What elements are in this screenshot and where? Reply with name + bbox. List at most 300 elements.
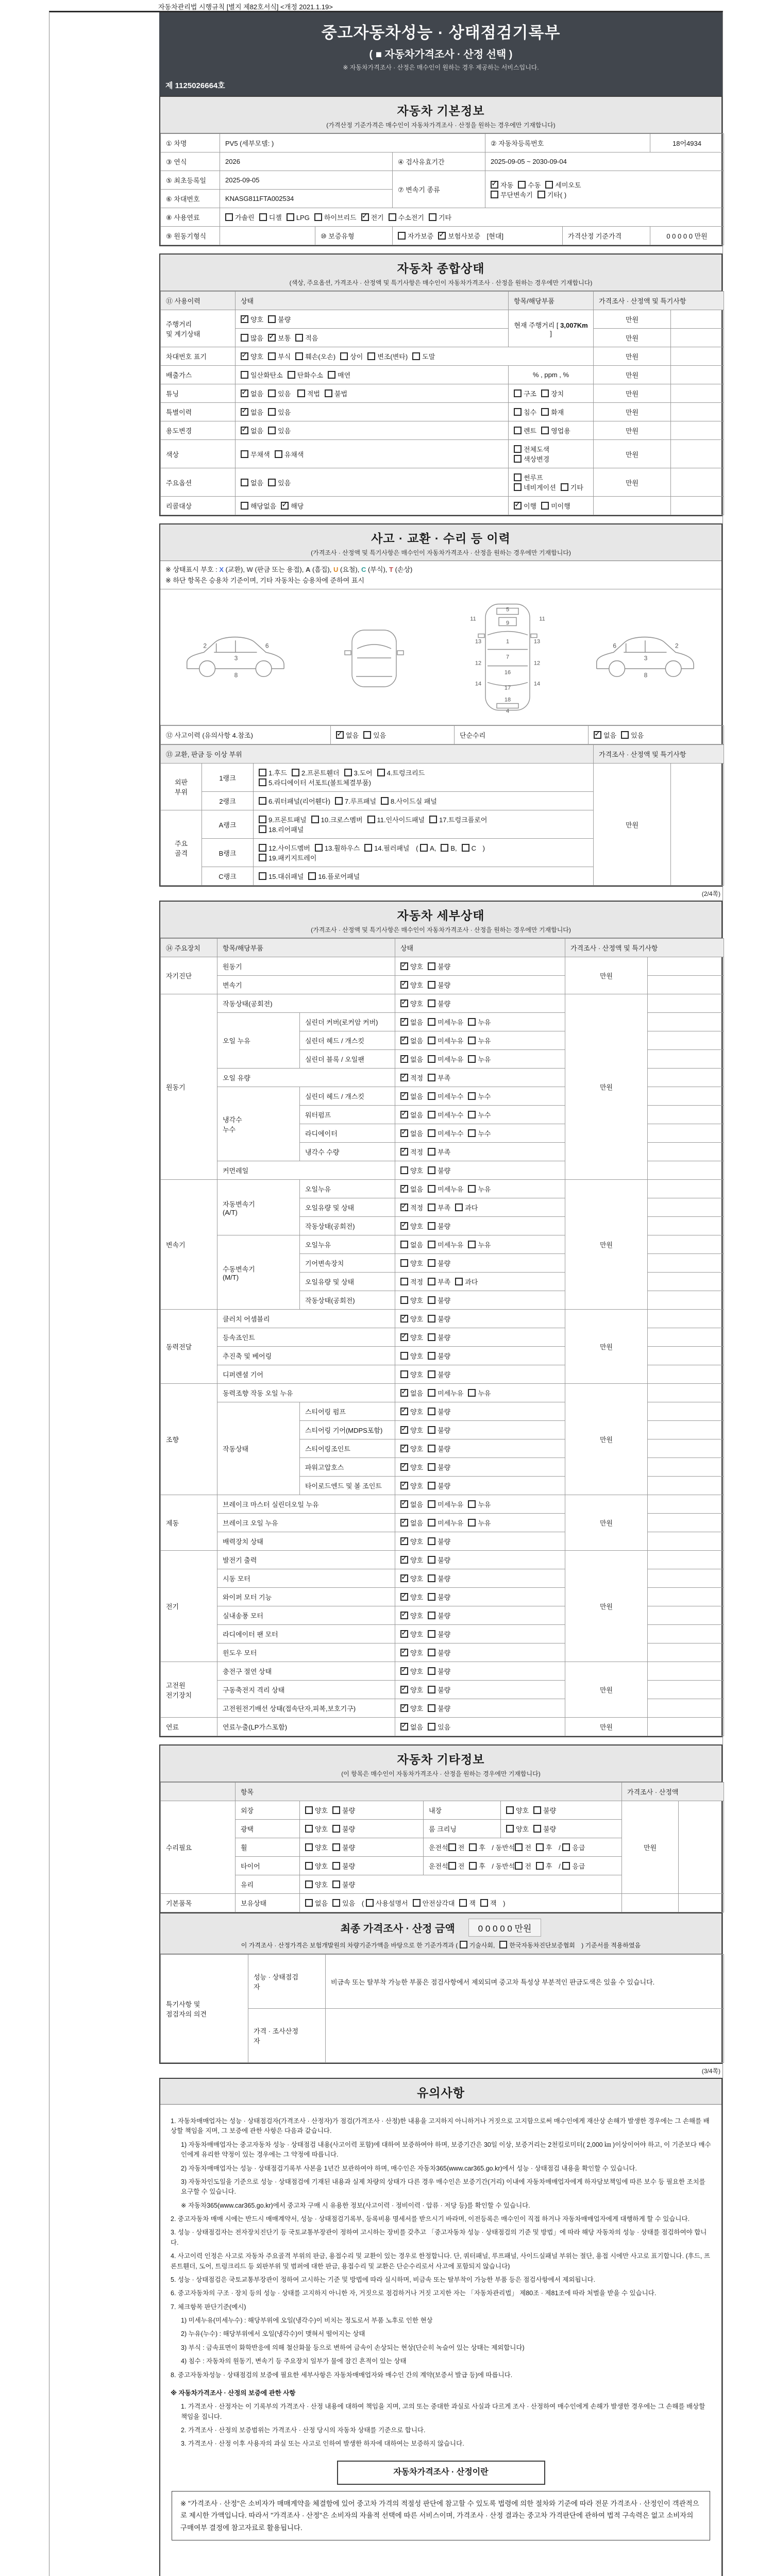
checkbox-box[interactable] xyxy=(305,1880,313,1888)
checkbox-양호[interactable] xyxy=(400,1481,423,1490)
checkbox-없음[interactable] xyxy=(400,1722,423,1732)
checkbox-많음[interactable] xyxy=(241,333,263,343)
checkbox-box[interactable] xyxy=(400,1593,408,1601)
checkbox-도말[interactable] xyxy=(412,351,435,361)
checkbox-box[interactable] xyxy=(428,1129,435,1137)
checkbox-양호[interactable] xyxy=(400,1629,423,1639)
checkbox-하이브리드[interactable] xyxy=(314,212,357,222)
checkbox-box[interactable] xyxy=(281,502,289,510)
checkbox-box[interactable] xyxy=(428,999,435,1007)
checkbox-15.대쉬패널[interactable] xyxy=(259,871,304,881)
checkbox-없음[interactable] xyxy=(400,1054,423,1064)
checkbox-box[interactable] xyxy=(468,1185,476,1193)
checkbox-box[interactable] xyxy=(562,1862,570,1870)
checkbox-box[interactable] xyxy=(295,334,303,342)
checkbox-box[interactable] xyxy=(398,232,406,240)
checkbox-box[interactable] xyxy=(428,1315,435,1323)
checkbox-양호[interactable] xyxy=(400,1165,423,1175)
checkbox-미세누수[interactable] xyxy=(428,1128,463,1138)
checkbox-box[interactable] xyxy=(514,455,522,463)
checkbox-box[interactable] xyxy=(315,844,323,852)
checkbox-있음[interactable] xyxy=(268,426,291,435)
checkbox-양호[interactable] xyxy=(400,1258,423,1268)
checkbox-box[interactable] xyxy=(541,389,549,397)
checkbox-box[interactable] xyxy=(400,999,408,1007)
checkbox-box[interactable] xyxy=(361,213,369,221)
checkbox-양호[interactable] xyxy=(400,1536,423,1546)
checkbox-누유[interactable] xyxy=(468,1518,491,1528)
checkbox-box[interactable] xyxy=(428,1704,435,1712)
checkbox-보험사보증[interactable] xyxy=(438,231,480,241)
checkbox-양호[interactable] xyxy=(400,980,423,990)
checkbox-box[interactable] xyxy=(367,352,375,360)
checkbox-box[interactable] xyxy=(428,1556,435,1564)
checkbox-누유[interactable] xyxy=(468,1184,491,1194)
checkbox-box[interactable] xyxy=(400,1574,408,1582)
checkbox-4.트렁크리드[interactable] xyxy=(377,768,425,777)
checkbox-box[interactable] xyxy=(400,1463,408,1471)
checkbox-box[interactable] xyxy=(400,1352,408,1360)
checkbox-box[interactable] xyxy=(400,1333,408,1341)
checkbox-미세누유[interactable] xyxy=(428,1518,463,1528)
checkbox-자동[interactable] xyxy=(491,180,513,190)
checkbox-불량[interactable] xyxy=(332,1824,355,1834)
checkbox-box[interactable] xyxy=(468,1092,476,1100)
checkbox-2.프론트휀더[interactable] xyxy=(292,768,340,777)
checkbox-양호[interactable] xyxy=(305,1824,328,1834)
checkbox-탄화수소[interactable] xyxy=(288,370,323,380)
checkbox-기술사회,[interactable] xyxy=(460,1941,495,1950)
checkbox-수소전기[interactable] xyxy=(389,212,424,222)
checkbox-box[interactable] xyxy=(400,1037,408,1044)
checkbox-box[interactable] xyxy=(311,816,319,823)
checkbox-10.크로스멤버[interactable] xyxy=(311,815,363,824)
checkbox-box[interactable] xyxy=(364,844,372,852)
checkbox-box[interactable] xyxy=(332,1862,340,1870)
checkbox-불량[interactable] xyxy=(428,1369,450,1379)
checkbox-후[interactable] xyxy=(536,1861,552,1871)
checkbox-box[interactable] xyxy=(363,731,371,739)
checkbox-box[interactable] xyxy=(428,981,435,989)
checkbox-불량[interactable] xyxy=(428,1703,450,1713)
checkbox-box[interactable] xyxy=(541,408,549,416)
checkbox-양호[interactable] xyxy=(400,1444,423,1453)
checkbox-box[interactable] xyxy=(268,427,276,434)
checkbox-양호[interactable] xyxy=(305,1879,328,1889)
checkbox-box[interactable] xyxy=(400,1278,408,1285)
checkbox-box[interactable] xyxy=(428,1519,435,1527)
checkbox-불량[interactable] xyxy=(428,1573,450,1583)
checkbox-box[interactable] xyxy=(428,1333,435,1341)
checkbox-box[interactable] xyxy=(400,1426,408,1434)
checkbox-box[interactable] xyxy=(259,872,266,880)
checkbox-불량[interactable] xyxy=(428,1536,450,1546)
checkbox-부족[interactable] xyxy=(428,1147,450,1157)
checkbox-전[interactable] xyxy=(515,1842,531,1852)
checkbox-불량[interactable] xyxy=(428,1221,450,1231)
checkbox-11.인사이드패널[interactable] xyxy=(367,815,425,824)
checkbox-box[interactable] xyxy=(428,1612,435,1619)
checkbox-미세누수[interactable] xyxy=(428,1110,463,1120)
checkbox-부식[interactable] xyxy=(268,351,291,361)
checkbox-미세누유[interactable] xyxy=(428,1499,463,1509)
checkbox-있음[interactable] xyxy=(268,478,291,487)
checkbox-box[interactable] xyxy=(241,334,248,342)
checkbox-후[interactable] xyxy=(469,1861,485,1871)
checkbox-box[interactable] xyxy=(400,1408,408,1415)
checkbox-없음[interactable] xyxy=(594,730,616,740)
checkbox-box[interactable] xyxy=(336,731,344,739)
checkbox-불량[interactable] xyxy=(428,1462,450,1472)
checkbox-box[interactable] xyxy=(420,844,428,852)
checkbox-box[interactable] xyxy=(344,769,352,776)
checkbox-box[interactable] xyxy=(428,1241,435,1248)
checkbox-box[interactable] xyxy=(400,1166,408,1174)
checkbox-box[interactable] xyxy=(400,1519,408,1527)
checkbox-썬루프[interactable] xyxy=(514,472,543,482)
checkbox-box[interactable] xyxy=(400,981,408,989)
checkbox-없음[interactable] xyxy=(400,1128,423,1138)
checkbox-box[interactable] xyxy=(400,1259,408,1267)
checkbox-box[interactable] xyxy=(305,1862,313,1870)
checkbox-B,[interactable] xyxy=(441,844,457,852)
checkbox-적법[interactable] xyxy=(297,388,320,398)
checkbox-box[interactable] xyxy=(545,181,553,189)
checkbox-box[interactable] xyxy=(428,1389,435,1397)
checkbox-box[interactable] xyxy=(325,389,332,397)
checkbox-box[interactable] xyxy=(332,1843,340,1851)
checkbox-미세누유[interactable] xyxy=(428,1240,463,1249)
checkbox-box[interactable] xyxy=(400,1204,408,1211)
checkbox-영업용[interactable] xyxy=(541,426,570,435)
checkbox-box[interactable] xyxy=(428,1500,435,1508)
checkbox-미세누유[interactable] xyxy=(428,1184,463,1194)
checkbox-누수[interactable] xyxy=(468,1091,491,1101)
checkbox-box[interactable] xyxy=(259,854,266,861)
checkbox-box[interactable] xyxy=(515,1843,523,1851)
checkbox-불량[interactable] xyxy=(428,1648,450,1657)
checkbox-불량[interactable] xyxy=(332,1842,355,1852)
checkbox-불량[interactable] xyxy=(428,1685,450,1694)
checkbox-box[interactable] xyxy=(541,502,549,510)
checkbox-13.휠하우스[interactable] xyxy=(315,843,360,853)
checkbox-box[interactable] xyxy=(268,315,276,323)
checkbox-부족[interactable] xyxy=(428,1277,450,1286)
checkbox-없음[interactable] xyxy=(241,478,263,487)
checkbox-있음[interactable] xyxy=(428,1722,450,1732)
checkbox-box[interactable] xyxy=(305,1806,313,1814)
checkbox-box[interactable] xyxy=(259,213,267,221)
checkbox-box[interactable] xyxy=(428,1574,435,1582)
checkbox-전기[interactable] xyxy=(361,212,384,222)
checkbox-box[interactable] xyxy=(469,1862,477,1870)
checkbox-box[interactable] xyxy=(400,1686,408,1693)
checkbox-box[interactable] xyxy=(514,502,522,510)
checkbox-box[interactable] xyxy=(594,731,601,739)
checkbox-사용설명서[interactable] xyxy=(366,1898,408,1908)
checkbox-box[interactable] xyxy=(241,408,248,416)
checkbox-전[interactable] xyxy=(515,1861,531,1871)
checkbox-응급[interactable] xyxy=(562,1861,585,1871)
checkbox-불량[interactable] xyxy=(332,1861,355,1871)
checkbox-없음[interactable] xyxy=(336,730,359,740)
checkbox-과다[interactable] xyxy=(455,1277,478,1286)
checkbox-box[interactable] xyxy=(561,483,568,491)
checkbox-box[interactable] xyxy=(400,1018,408,1026)
checkbox-box[interactable] xyxy=(455,1204,463,1211)
checkbox-양호[interactable] xyxy=(305,1861,328,1871)
checkbox-양호[interactable] xyxy=(400,1369,423,1379)
checkbox-box[interactable] xyxy=(537,191,545,198)
checkbox-양호[interactable] xyxy=(400,961,423,971)
checkbox-box[interactable] xyxy=(455,1278,463,1285)
checkbox-box[interactable] xyxy=(413,1899,421,1907)
checkbox-box[interactable] xyxy=(400,1723,408,1731)
checkbox-box[interactable] xyxy=(428,1074,435,1081)
checkbox-box[interactable] xyxy=(400,1537,408,1545)
checkbox-box[interactable] xyxy=(428,1092,435,1100)
checkbox-box[interactable] xyxy=(468,1018,476,1026)
checkbox-box[interactable] xyxy=(335,797,343,805)
checkbox-있음[interactable] xyxy=(268,388,291,398)
checkbox-box[interactable] xyxy=(241,371,248,379)
checkbox-box[interactable] xyxy=(428,1649,435,1656)
checkbox-양호[interactable] xyxy=(400,1425,423,1435)
checkbox-미세누유[interactable] xyxy=(428,1017,463,1027)
checkbox-box[interactable] xyxy=(428,1370,435,1378)
checkbox-매연[interactable] xyxy=(328,370,350,380)
checkbox-세미오토[interactable] xyxy=(545,180,581,190)
checkbox-box[interactable] xyxy=(412,352,420,360)
checkbox-있음[interactable] xyxy=(332,1898,355,1908)
checkbox-부족[interactable] xyxy=(428,1202,450,1212)
checkbox-누유[interactable] xyxy=(468,1388,491,1398)
checkbox-17.트렁크플로어[interactable] xyxy=(429,815,487,824)
checkbox-부족[interactable] xyxy=(428,1073,450,1082)
checkbox-불량[interactable] xyxy=(428,961,450,971)
checkbox-9.프론트패널[interactable] xyxy=(259,815,307,824)
checkbox-없음[interactable] xyxy=(400,1036,423,1045)
checkbox-불량[interactable] xyxy=(428,1406,450,1416)
checkbox-box[interactable] xyxy=(468,1129,476,1137)
checkbox-box[interactable] xyxy=(448,1862,456,1870)
checkbox-없음[interactable] xyxy=(400,1499,423,1509)
checkbox-없음[interactable] xyxy=(400,1388,423,1398)
checkbox-양호[interactable] xyxy=(400,1406,423,1416)
checkbox-box[interactable] xyxy=(400,1482,408,1489)
checkbox-box[interactable] xyxy=(429,816,437,823)
checkbox-불량[interactable] xyxy=(428,1444,450,1453)
checkbox-양호[interactable] xyxy=(400,1611,423,1620)
checkbox-box[interactable] xyxy=(400,1556,408,1564)
checkbox-불량[interactable] xyxy=(428,1425,450,1435)
checkbox-화재[interactable] xyxy=(541,407,564,417)
checkbox-box[interactable] xyxy=(400,1500,408,1508)
checkbox-box[interactable] xyxy=(428,962,435,970)
checkbox-양호[interactable] xyxy=(400,1685,423,1694)
checkbox-box[interactable] xyxy=(491,181,498,189)
checkbox-box[interactable] xyxy=(305,1899,313,1907)
checkbox-box[interactable] xyxy=(400,1649,408,1656)
checkbox-없음[interactable] xyxy=(400,1184,423,1194)
checkbox-응급[interactable] xyxy=(562,1842,585,1852)
checkbox-후[interactable] xyxy=(536,1842,552,1852)
checkbox-양호[interactable] xyxy=(400,1314,423,1324)
checkbox-box[interactable] xyxy=(514,427,522,434)
checkbox-이행[interactable] xyxy=(514,501,536,511)
checkbox-box[interactable] xyxy=(514,473,522,481)
checkbox-box[interactable] xyxy=(268,408,276,416)
checkbox-누유[interactable] xyxy=(468,1499,491,1509)
checkbox-양호[interactable] xyxy=(305,1842,328,1852)
checkbox-누유[interactable] xyxy=(468,1017,491,1027)
checkbox-미세누유[interactable] xyxy=(428,1036,463,1045)
checkbox-LPG[interactable] xyxy=(287,213,310,222)
checkbox-box[interactable] xyxy=(367,816,375,823)
checkbox-적음[interactable] xyxy=(295,333,318,343)
checkbox-box[interactable] xyxy=(400,1185,408,1193)
checkbox-침수[interactable] xyxy=(514,407,536,417)
checkbox-box[interactable] xyxy=(400,1612,408,1619)
checkbox-누유[interactable] xyxy=(468,1054,491,1064)
checkbox-box[interactable] xyxy=(400,1148,408,1156)
checkbox-box[interactable] xyxy=(259,844,266,852)
checkbox-양호[interactable] xyxy=(400,1666,423,1676)
checkbox-미이행[interactable] xyxy=(541,501,570,511)
checkbox-box[interactable] xyxy=(428,1148,435,1156)
checkbox-box[interactable] xyxy=(536,1862,544,1870)
checkbox-box[interactable] xyxy=(305,1825,313,1833)
checkbox-box[interactable] xyxy=(268,334,276,342)
checkbox-box[interactable] xyxy=(514,408,522,416)
checkbox-box[interactable] xyxy=(448,1843,456,1851)
checkbox-box[interactable] xyxy=(259,825,266,833)
checkbox-기타[interactable] xyxy=(561,482,583,492)
checkbox-훼손(오손)[interactable] xyxy=(295,351,335,361)
checkbox-없음[interactable] xyxy=(400,1240,423,1249)
checkbox-장치[interactable] xyxy=(541,388,564,398)
checkbox-box[interactable] xyxy=(459,1899,467,1907)
checkbox-없음[interactable] xyxy=(241,388,263,398)
checkbox-불량[interactable] xyxy=(428,1314,450,1324)
checkbox-box[interactable] xyxy=(241,352,248,360)
checkbox-box[interactable] xyxy=(515,1862,523,1870)
checkbox-box[interactable] xyxy=(468,1519,476,1527)
checkbox-누수[interactable] xyxy=(468,1128,491,1138)
checkbox-C[interactable] xyxy=(462,844,476,852)
checkbox-일산화탄소[interactable] xyxy=(241,370,283,380)
checkbox-불량[interactable] xyxy=(428,1332,450,1342)
checkbox-box[interactable] xyxy=(275,450,282,458)
checkbox-box[interactable] xyxy=(428,1037,435,1044)
checkbox-없음[interactable] xyxy=(400,1091,423,1101)
checkbox-유채색[interactable] xyxy=(275,449,304,459)
checkbox-디젤[interactable] xyxy=(259,212,282,222)
checkbox-box[interactable] xyxy=(332,1899,340,1907)
checkbox-box[interactable] xyxy=(400,1667,408,1675)
checkbox-box[interactable] xyxy=(506,1806,514,1814)
checkbox-box[interactable] xyxy=(241,479,248,486)
checkbox-box[interactable] xyxy=(499,1941,507,1948)
checkbox-있음[interactable] xyxy=(621,730,644,740)
checkbox-적정[interactable] xyxy=(400,1073,423,1082)
checkbox-box[interactable] xyxy=(428,1426,435,1434)
checkbox-box[interactable] xyxy=(314,213,322,221)
checkbox-box[interactable] xyxy=(259,816,266,823)
checkbox-box[interactable] xyxy=(308,872,316,880)
checkbox-box[interactable] xyxy=(377,769,385,776)
checkbox-box[interactable] xyxy=(381,797,389,805)
checkbox-없음[interactable] xyxy=(305,1898,328,1908)
checkbox-box[interactable] xyxy=(491,191,498,198)
checkbox-없음[interactable] xyxy=(400,1518,423,1528)
checkbox-불량[interactable] xyxy=(428,1295,450,1305)
checkbox-box[interactable] xyxy=(428,1537,435,1545)
checkbox-수동[interactable] xyxy=(518,180,541,190)
checkbox-box[interactable] xyxy=(441,844,448,852)
checkbox-불량[interactable] xyxy=(268,314,291,324)
checkbox-적정[interactable] xyxy=(400,1277,423,1286)
checkbox-7.루프패널[interactable] xyxy=(335,796,376,806)
checkbox-box[interactable] xyxy=(332,1880,340,1888)
checkbox-누유[interactable] xyxy=(468,1036,491,1045)
checkbox-box[interactable] xyxy=(428,1166,435,1174)
checkbox-있음[interactable] xyxy=(363,730,386,740)
checkbox-box[interactable] xyxy=(259,778,266,786)
checkbox-미세누유[interactable] xyxy=(428,1388,463,1398)
checkbox-box[interactable] xyxy=(428,1667,435,1675)
checkbox-구조[interactable] xyxy=(514,388,536,398)
checkbox-양호[interactable] xyxy=(506,1805,529,1815)
checkbox-box[interactable] xyxy=(428,1408,435,1415)
checkbox-box[interactable] xyxy=(428,1352,435,1360)
checkbox-8.사이드실 패널[interactable] xyxy=(381,796,437,806)
checkbox-box[interactable] xyxy=(468,1111,476,1118)
checkbox-불량[interactable] xyxy=(332,1805,355,1815)
checkbox-불량[interactable] xyxy=(428,1165,450,1175)
checkbox-box[interactable] xyxy=(268,389,276,397)
checkbox-불량[interactable] xyxy=(533,1824,556,1834)
checkbox-불량[interactable] xyxy=(428,1481,450,1490)
checkbox-양호[interactable] xyxy=(400,1351,423,1361)
checkbox-불량[interactable] xyxy=(428,1258,450,1268)
checkbox-불량[interactable] xyxy=(428,998,450,1008)
checkbox-가솔린[interactable] xyxy=(225,212,255,222)
checkbox-양호[interactable] xyxy=(400,1648,423,1657)
checkbox-A,[interactable] xyxy=(420,844,436,852)
checkbox-box[interactable] xyxy=(428,1445,435,1452)
checkbox-자가보증[interactable] xyxy=(398,231,433,241)
checkbox-box[interactable] xyxy=(428,1222,435,1230)
checkbox-3.도어[interactable] xyxy=(344,768,373,777)
checkbox-양호[interactable] xyxy=(400,1221,423,1231)
checkbox-box[interactable] xyxy=(428,1278,435,1285)
checkbox-box[interactable] xyxy=(468,1037,476,1044)
checkbox-box[interactable] xyxy=(514,483,522,491)
checkbox-box[interactable] xyxy=(536,1843,544,1851)
checkbox-box[interactable] xyxy=(268,479,276,486)
checkbox-불법[interactable] xyxy=(325,388,347,398)
checkbox-양호[interactable] xyxy=(400,1573,423,1583)
checkbox-box[interactable] xyxy=(400,1055,408,1063)
checkbox-한국자동차진단보증협회[interactable] xyxy=(499,1941,575,1950)
checkbox-box[interactable] xyxy=(428,1259,435,1267)
checkbox-box[interactable] xyxy=(400,1630,408,1638)
checkbox-box[interactable] xyxy=(468,1055,476,1063)
checkbox-box[interactable] xyxy=(428,1686,435,1693)
checkbox-과다[interactable] xyxy=(455,1202,478,1212)
checkbox-기타[interactable] xyxy=(429,212,451,222)
